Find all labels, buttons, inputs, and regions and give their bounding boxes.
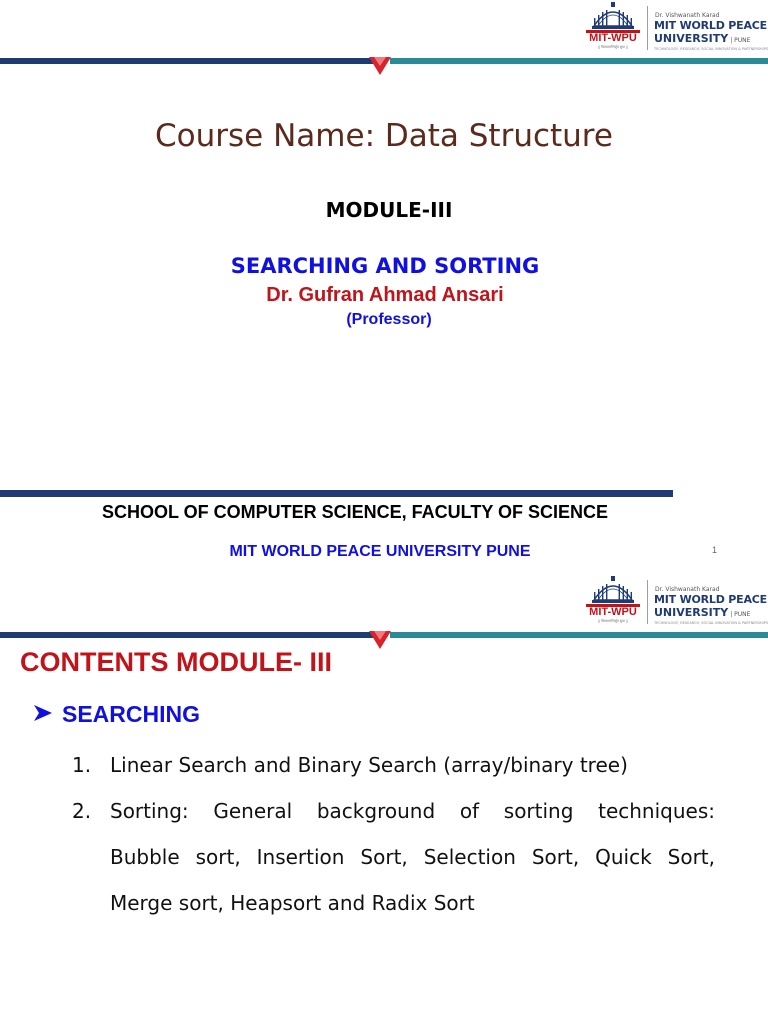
university-name: MIT WORLD PEACE UNIVERSITY PUNE	[229, 543, 531, 560]
list-item-text-line2: Bubble sort, Insertion Sort, Selection Sort, Quick Sort,	[110, 845, 715, 869]
header-band-left	[0, 58, 376, 64]
logo-name-line1: MIT WORLD PEACE	[654, 593, 767, 606]
university-logo	[584, 574, 768, 630]
page-number: 1	[712, 545, 718, 555]
header-marker-icon	[369, 57, 391, 75]
list-item-text-line3: Merge sort, Heapsort and Radix Sort	[110, 891, 475, 915]
module-label: MODULE-III	[325, 198, 453, 222]
logo-city: | PUNE	[730, 611, 751, 618]
author-name: Dr. Gufran Ahmad Ansari	[266, 284, 504, 306]
author-role: (Professor)	[346, 311, 432, 328]
school-name: SCHOOL OF COMPUTER SCIENCE, FACULTY OF SCIENCE	[101, 502, 609, 522]
footer-bar	[0, 490, 673, 497]
logo-fine-print: TECHNOLOGY, RESEARCH, SOCIAL INNOVATION & PARTNERSHIPS	[654, 621, 768, 625]
arrow-bullet-icon	[34, 705, 52, 721]
logo-university-word: UNIVERSITY	[654, 606, 729, 619]
header-band-right	[390, 632, 768, 638]
header-marker-icon	[369, 631, 391, 649]
module-topic: SEARCHING AND SORTING	[230, 254, 540, 278]
list-item-number: 2.	[72, 799, 92, 823]
logo-brand-subtext: || विश्वशान्तिर्ध्रुवं ध्रुवा ||	[597, 45, 629, 49]
logo-brand-text: MIT-WPU	[589, 32, 637, 44]
logo-name-line1: MIT WORLD PEACE	[654, 19, 767, 32]
course-title: Course Name: Data Structure	[155, 118, 613, 154]
header-band-left	[0, 632, 376, 638]
section-heading	[34, 701, 200, 728]
logo-name-line2	[654, 606, 750, 619]
list-item-number: 1.	[72, 753, 92, 777]
logo-divider	[647, 6, 648, 50]
list-item	[72, 742, 715, 788]
logo-fine-print: TECHNOLOGY, RESEARCH, SOCIAL INNOVATION & PARTNERSHIPS	[654, 47, 768, 51]
logo-city: | PUNE	[730, 37, 751, 44]
list-item	[72, 788, 715, 926]
logo-tagline: Dr. Vishwanath Karad	[655, 12, 720, 19]
logo-university-word: UNIVERSITY	[654, 32, 729, 45]
list-item-text-line1: Sorting: General background of sorting techniques:	[110, 799, 715, 823]
logo-brand-text: MIT-WPU	[589, 606, 637, 618]
contents-heading: CONTENTS MODULE- III	[20, 647, 332, 677]
logo-brand-subtext: || विश्वशान्तिर्ध्रुवं ध्रुवा ||	[597, 619, 629, 623]
list-item-text: Linear Search and Binary Search (array/binary tree)	[110, 753, 628, 777]
logo-tagline: Dr. Vishwanath Karad	[655, 586, 720, 593]
logo-name-line2	[654, 32, 750, 45]
contents-slide	[0, 512, 768, 1024]
section-heading-label: SEARCHING	[62, 701, 201, 727]
header-band-right	[390, 58, 768, 64]
contents-list	[72, 742, 715, 926]
university-logo	[584, 0, 768, 56]
logo-divider	[647, 580, 648, 624]
